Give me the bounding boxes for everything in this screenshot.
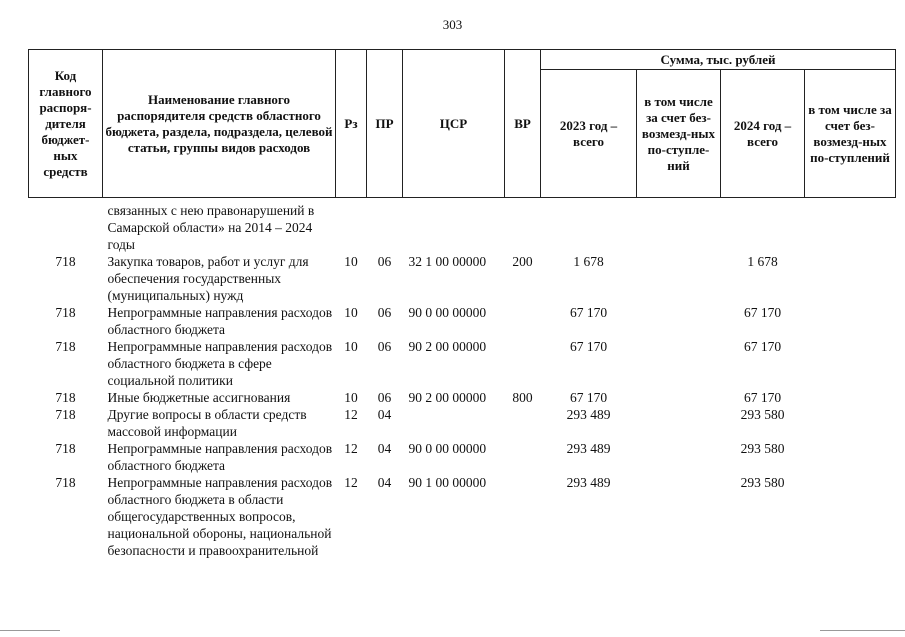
table-row: [29, 474, 896, 559]
row-2023-total: 67 170: [569, 339, 608, 354]
row-2023-total: 1 678: [573, 254, 604, 269]
row-rz: 10: [344, 254, 358, 269]
table-row: [29, 338, 896, 389]
continuation-text: связанных с нею правонарушений в Самарской области» на 2014 – 2024 годы: [107, 203, 315, 252]
row-code: 718: [55, 390, 76, 405]
header-2024-total: 2024 год – всего: [721, 70, 805, 198]
row-2023-total: 67 170: [569, 305, 608, 320]
row-vr: [505, 304, 541, 338]
row-2023-free: [637, 389, 721, 406]
header-sum-group: Сумма, тыс. рублей: [541, 50, 896, 70]
header-2024-free: в том числе за счет без-возмезд-ных по-ступлений: [805, 70, 896, 198]
row-2023-free: [637, 406, 721, 440]
row-2024-total: 293 580: [740, 475, 785, 490]
row-2024-total: 67 170: [743, 305, 782, 320]
row-pr: 06: [377, 390, 392, 405]
row-2023-free: [637, 474, 721, 559]
row-2023-total: 293 489: [566, 407, 611, 422]
row-csr: [403, 406, 505, 440]
row-vr: 800: [512, 390, 533, 405]
row-csr: 90 2 00 00000: [408, 390, 487, 405]
row-rz: 12: [344, 475, 358, 490]
table-row: [29, 253, 896, 304]
header-2023-total: 2023 год – всего: [541, 70, 637, 198]
row-2023-free: [637, 253, 721, 304]
row-2024-free: [805, 389, 896, 406]
budget-table: [28, 49, 896, 559]
row-csr: 90 1 00 00000: [408, 475, 487, 490]
row-rz: 10: [344, 339, 358, 354]
page-number: 303: [442, 17, 463, 32]
row-vr: [505, 440, 541, 474]
row-code: 718: [55, 475, 76, 490]
header-rz: Рз: [336, 50, 367, 198]
row-pr: 06: [377, 305, 392, 320]
row-vr: 200: [512, 254, 533, 269]
row-code: 718: [55, 407, 76, 422]
row-vr: [505, 474, 541, 559]
continuation-row: [29, 198, 896, 254]
row-2023-free: [637, 304, 721, 338]
row-2024-total: 293 580: [740, 441, 785, 456]
row-2024-total: 67 170: [743, 339, 782, 354]
row-2023-total: 67 170: [569, 390, 608, 405]
table-row: [29, 440, 896, 474]
row-code: 718: [55, 305, 76, 320]
row-2024-total: 1 678: [747, 254, 778, 269]
table-row: [29, 389, 896, 406]
row-name: Непрограммные направления расходов областного бюджета в области общегосударственных вопросов, национальной обороны, национальной безопасности и правоохранительной: [107, 475, 333, 558]
header-name: Наименование главного распорядителя средств областного бюджета, раздела, подраздела, целевой статьи, группы видов расходов: [103, 50, 336, 198]
scan-mark-bottom-left: [0, 630, 60, 631]
row-csr: 90 2 00 00000: [408, 339, 487, 354]
row-2024-total: 293 580: [740, 407, 785, 422]
row-csr: 90 0 00 00000: [408, 441, 487, 456]
table-row: [29, 406, 896, 440]
row-rz: 10: [344, 305, 358, 320]
row-csr: 90 0 00 00000: [408, 305, 487, 320]
row-code: 718: [55, 441, 76, 456]
header-2023-free: в том числе за счет без-возмезд-ных по-ступле-ний: [637, 70, 721, 198]
row-2024-free: [805, 406, 896, 440]
row-2023-total: 293 489: [566, 441, 611, 456]
header-vr: ВР: [505, 50, 541, 198]
row-2023-free: [637, 338, 721, 389]
row-pr: 04: [377, 441, 392, 456]
row-name: Непрограммные направления расходов областного бюджета в сфере социальной политики: [107, 339, 333, 388]
row-2024-free: [805, 304, 896, 338]
row-pr: 06: [377, 254, 392, 269]
row-2024-free: [805, 338, 896, 389]
row-2023-total: 293 489: [566, 475, 611, 490]
row-name: Иные бюджетные ассигнования: [107, 390, 291, 405]
row-pr: 06: [377, 339, 392, 354]
row-rz: 12: [344, 407, 358, 422]
header-code: Код главного распоря-дителя бюджет-ных средств: [29, 50, 103, 198]
row-code: 718: [55, 254, 76, 269]
row-name: Другие вопросы в области средств массовой информации: [107, 407, 307, 439]
row-pr: 04: [377, 407, 392, 422]
row-rz: 12: [344, 441, 358, 456]
row-vr: [505, 338, 541, 389]
row-2024-free: [805, 253, 896, 304]
table-row: [29, 304, 896, 338]
row-name: Непрограммные направления расходов областного бюджета: [107, 441, 333, 473]
row-vr: [505, 406, 541, 440]
row-name: Непрограммные направления расходов областного бюджета: [107, 305, 333, 337]
row-2024-free: [805, 440, 896, 474]
header-csr: ЦСР: [403, 50, 505, 198]
row-2024-free: [805, 474, 896, 559]
header-pr: ПР: [367, 50, 403, 198]
row-rz: 10: [344, 390, 358, 405]
row-name: Закупка товаров, работ и услуг для обеспечения государственных (муниципальных) нужд: [107, 254, 309, 303]
row-2024-total: 67 170: [743, 390, 782, 405]
row-pr: 04: [377, 475, 392, 490]
row-2023-free: [637, 440, 721, 474]
row-csr: 32 1 00 00000: [408, 254, 487, 269]
row-code: 718: [55, 339, 76, 354]
scan-mark-bottom-right: [820, 630, 905, 631]
